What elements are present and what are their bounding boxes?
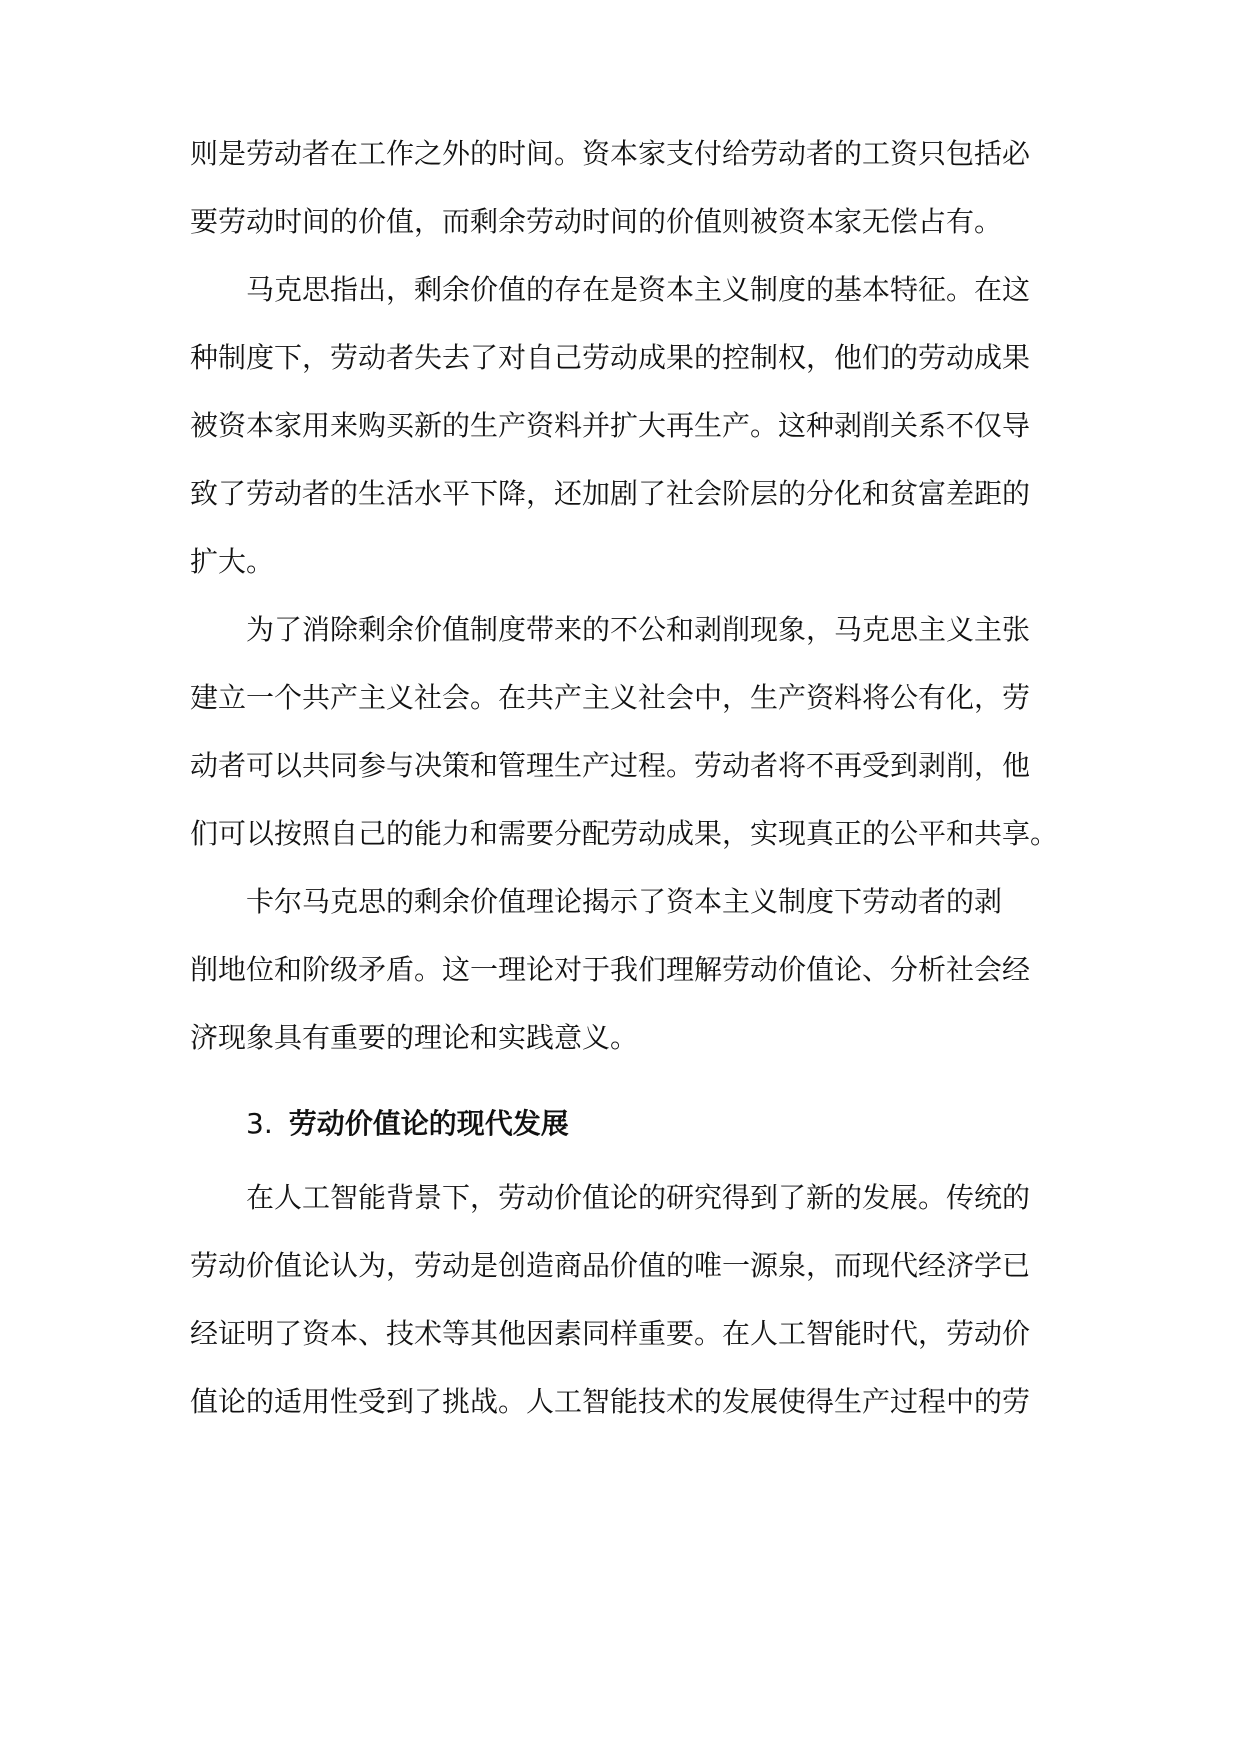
paragraph-2-line-1: 马克思指出，剩余价值的存在是资本主义制度的基本特征。在这: [246, 273, 1031, 306]
section-number: 3.: [246, 1107, 273, 1140]
paragraph-3-line-4: 们可以按照自己的能力和需要分配劳动成果，实现真正的公平和共享。: [190, 817, 1059, 850]
section-title: 劳动价值论的现代发展: [288, 1107, 569, 1140]
paragraph-5-line-3: 经证明了资本、技术等其他因素同样重要。在人工智能时代，劳动价: [190, 1317, 1031, 1350]
paragraph-4-line-1: 卡尔马克思的剩余价值理论揭示了资本主义制度下劳动者的剥: [246, 885, 1003, 918]
paragraph-4-line-3: 济现象具有重要的理论和实践意义。: [190, 1021, 639, 1054]
paragraph-2-line-4: 致了劳动者的生活水平下降，还加剧了社会阶层的分化和贫富差距的: [190, 477, 1031, 510]
paragraph-1-line-2: 要劳动时间的价值，而剩余劳动时间的价值则被资本家无偿占有。: [190, 205, 1003, 238]
paragraph-2-line-2: 种制度下，劳动者失去了对自己劳动成果的控制权，他们的劳动成果: [190, 341, 1031, 374]
paragraph-2-line-3: 被资本家用来购买新的生产资料并扩大再生产。这种剥削关系不仅导: [190, 409, 1031, 442]
paragraph-3-line-1: 为了消除剩余价值制度带来的不公和剥削现象，马克思主义主张: [246, 613, 1031, 646]
paragraph-1-line-1: 则是劳动者在工作之外的时间。资本家支付给劳动者的工资只包括必: [190, 137, 1031, 170]
paragraph-5-line-2: 劳动价值论认为，劳动是创造商品价值的唯一源泉，而现代经济学已: [190, 1249, 1031, 1282]
paragraph-4-line-2: 削地位和阶级矛盾。这一理论对于我们理解劳动价值论、分析社会经: [190, 953, 1031, 986]
paragraph-5-line-4: 值论的适用性受到了挑战。人工智能技术的发展使得生产过程中的劳: [190, 1385, 1031, 1418]
section-heading: [246, 1106, 569, 1142]
paragraph-3-line-3: 动者可以共同参与决策和管理生产过程。劳动者将不再受到剥削，他: [190, 749, 1031, 782]
paragraph-2-line-5: 扩大。: [190, 545, 275, 578]
paragraph-5-line-1: 在人工智能背景下，劳动价值论的研究得到了新的发展。传统的: [246, 1181, 1031, 1214]
paragraph-3-line-2: 建立一个共产主义社会。在共产主义社会中，生产资料将公有化，劳: [190, 681, 1031, 714]
